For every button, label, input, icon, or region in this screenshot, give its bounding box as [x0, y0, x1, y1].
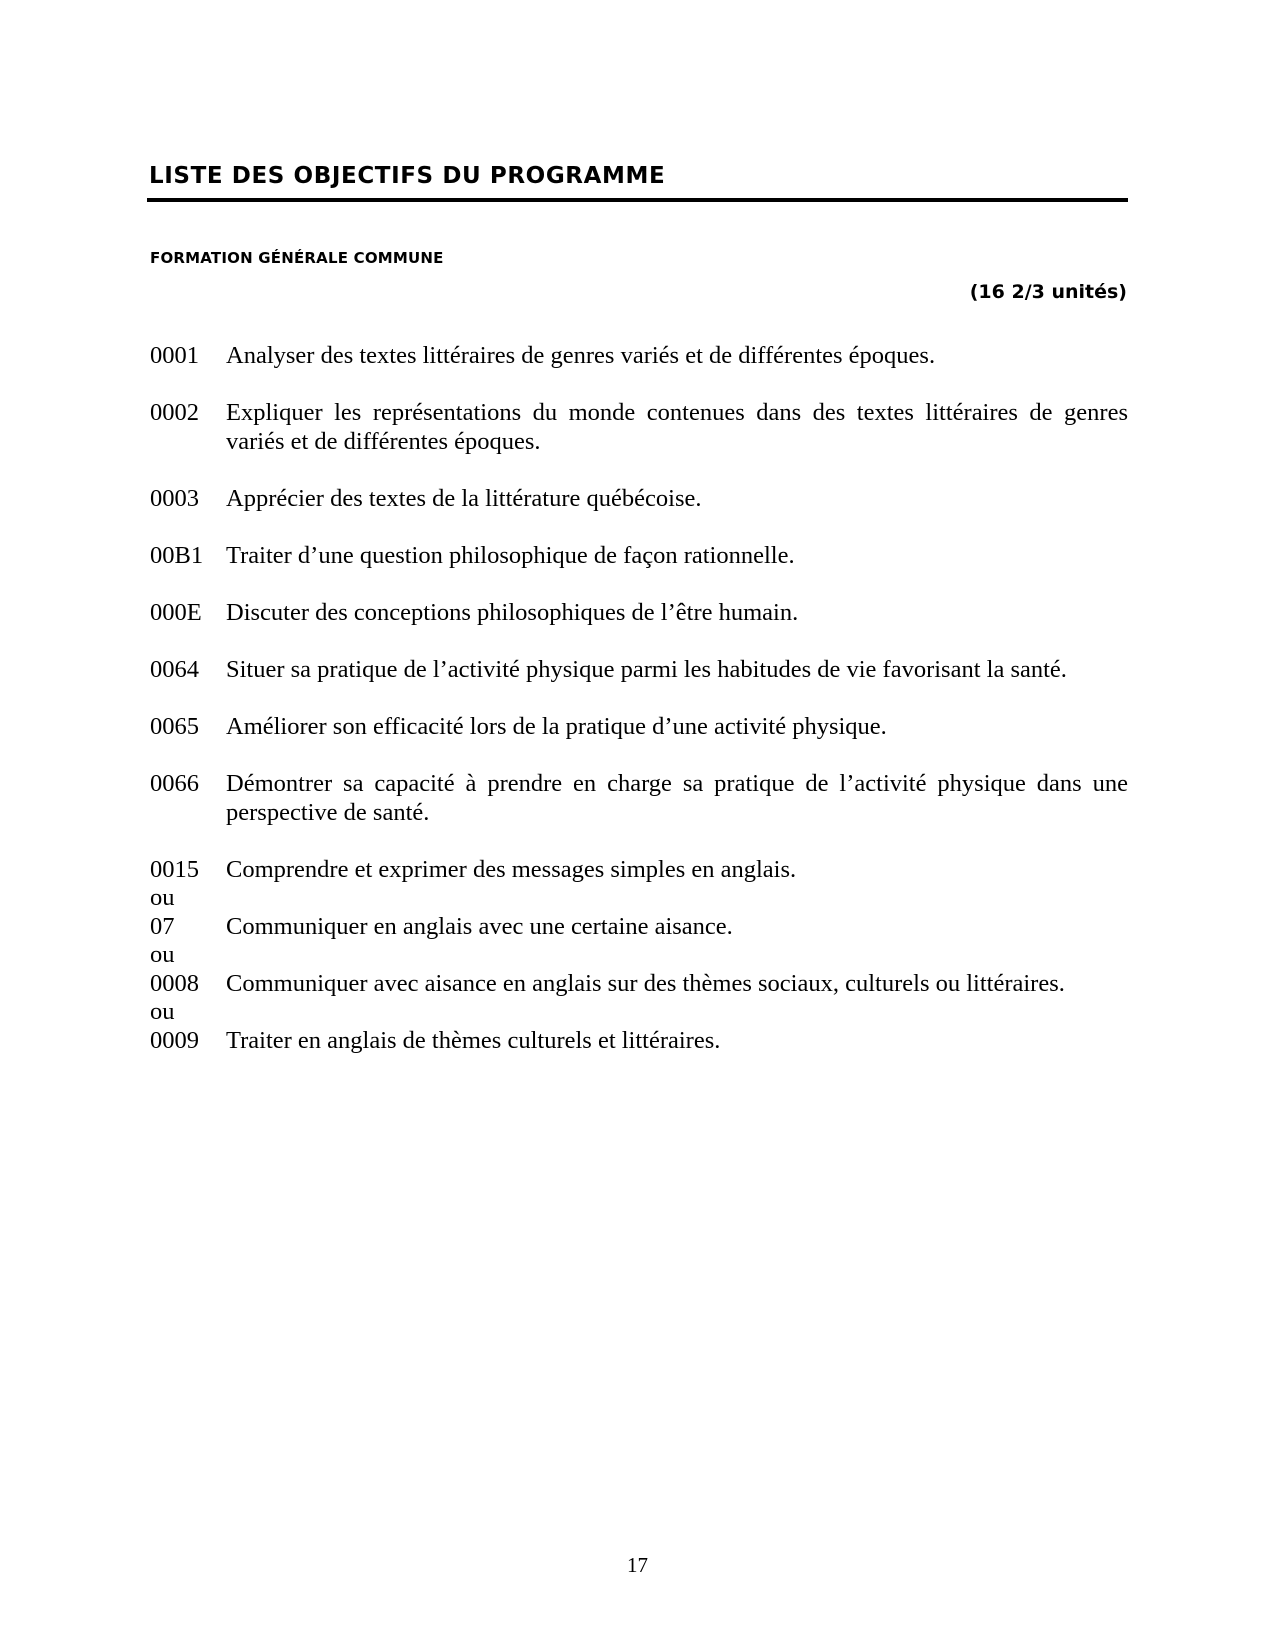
objective-code: 0065 [150, 713, 199, 740]
page-title: LISTE DES OBJECTIFS DU PROGRAMME [149, 163, 666, 189]
objective-item [150, 398, 1128, 456]
english-option [150, 912, 1128, 941]
objective-text: Communiquer en anglais avec une certaine aisance. [226, 913, 733, 940]
units-label: (16 2/3 unités) [969, 281, 1127, 303]
objective-code: 0002 [150, 399, 199, 426]
objective-text: Discuter des conceptions philosophiques de l’être humain. [226, 599, 799, 626]
english-option [150, 969, 1128, 998]
objective-text: Démontrer sa capacité à prendre en charge sa pratique de l’activité physique dans une perspective de santé. [226, 770, 1128, 826]
objective-text: Traiter d’une question philosophique de façon rationnelle. [226, 542, 795, 569]
objective-text: Expliquer les représentations du monde contenues dans des textes littéraires de genres variés et de différentes époques. [226, 399, 1128, 455]
objective-item [150, 655, 1128, 684]
objective-code: 00B1 [150, 542, 204, 569]
objective-text: Améliorer son efficacité lors de la pratique d’une activité physique. [226, 713, 887, 740]
objective-code: 0008 [150, 970, 199, 997]
objective-code: 0001 [150, 342, 199, 369]
objective-text: Analyser des textes littéraires de genres variés et de différentes époques. [226, 342, 936, 369]
objective-text: Traiter en anglais de thèmes culturels et littéraires. [226, 1027, 721, 1054]
objective-item [150, 341, 1128, 370]
objective-text: Situer sa pratique de l’activité physique parmi les habitudes de vie favorisant la santé. [226, 656, 1067, 683]
objective-text: Comprendre et exprimer des messages simples en anglais. [226, 856, 797, 883]
or-separator: ou [150, 941, 175, 968]
objective-item [150, 769, 1128, 827]
objective-code: 000E [150, 599, 202, 626]
or-separator: ou [150, 998, 175, 1025]
objective-code: 0003 [150, 485, 199, 512]
objective-text: Communiquer avec aisance en anglais sur des thèmes sociaux, culturels ou littéraires. [226, 970, 1065, 997]
objective-item [150, 541, 1128, 570]
english-option [150, 855, 1128, 884]
english-option [150, 1026, 1128, 1055]
objective-item [150, 598, 1128, 627]
title-rule [147, 198, 1128, 202]
objective-code: 0064 [150, 656, 199, 683]
objective-code: 0015 [150, 856, 199, 883]
objective-code: 0009 [150, 1027, 199, 1054]
objective-item [150, 484, 1128, 513]
objective-code: 07 [150, 913, 175, 940]
objective-item [150, 712, 1128, 741]
or-separator: ou [150, 884, 175, 911]
section-heading: FORMATION GÉNÉRALE COMMUNE [150, 249, 444, 267]
page-number: 17 [627, 1553, 648, 1577]
objectives-list [150, 341, 1128, 1055]
objective-code: 0066 [150, 770, 199, 797]
objective-text: Apprécier des textes de la littérature québécoise. [226, 485, 702, 512]
